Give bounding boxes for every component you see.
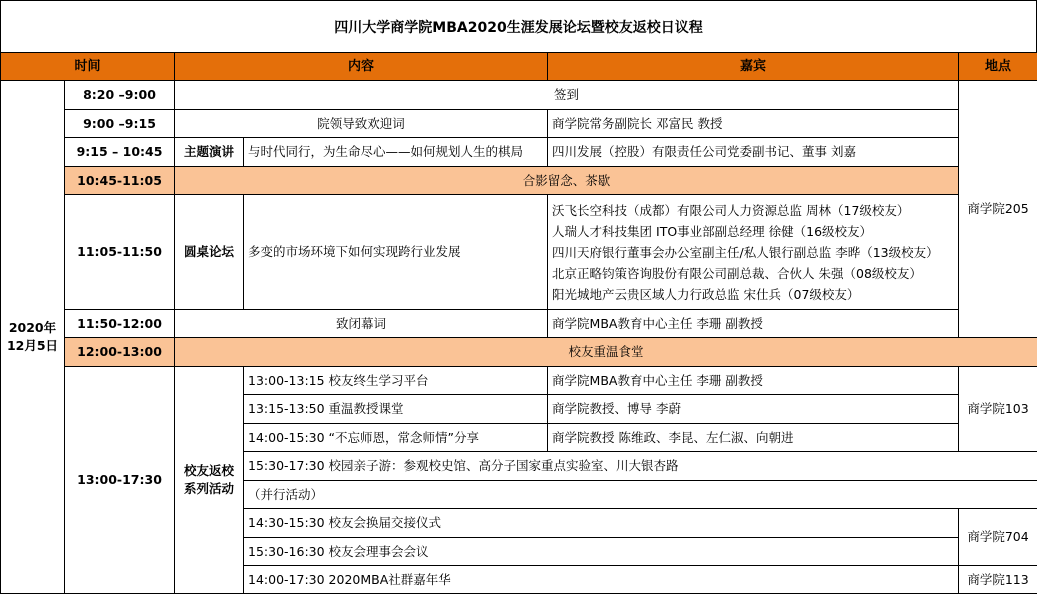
time-cell: 13:00-17:30 [65, 367, 175, 594]
guest-line: 四川天府银行董事会办公室副主任/私人银行副总监 李晔（13级校友） [552, 244, 939, 260]
header-place: 地点 [959, 53, 1037, 81]
table-row [1, 167, 1037, 195]
table-row [1, 138, 1037, 167]
content-cell: 与时代同行，为生命尽心——如何规划人生的棋局 [244, 138, 548, 167]
place-cell-205: 商学院205 [959, 81, 1037, 338]
table-row [1, 367, 1037, 395]
content-cell: 15:30-16:30 校友会理事会会议 [244, 538, 959, 566]
table-row [1, 338, 1037, 367]
header-content: 内容 [175, 53, 548, 81]
guest-cell: 四川发展（控股）有限责任公司党委副书记、董事 刘嘉 [548, 138, 959, 167]
guest-line: 人瑞人才科技集团 ITO事业部副总经理 徐健（16级校友） [552, 223, 873, 239]
content-cell: 多变的市场环境下如何实现跨行业发展 [244, 195, 548, 310]
place-cell-704: 商学院704 [959, 509, 1037, 566]
date-line2: 12月5日 [6, 338, 59, 353]
content-cell: 14:00-15:30 “不忘师恩，常念师情”分享 [244, 424, 548, 452]
page-title: 四川大学商学院MBA2020生涯发展论坛暨校友返校日议程 [0, 0, 1037, 52]
content-cell: 致闭幕词 [175, 310, 548, 338]
table-row [1, 310, 1037, 338]
agenda-table [0, 52, 1037, 594]
date-cell [1, 81, 65, 594]
guest-cell: 商学院教授 陈维政、李昆、左仁淑、向朝进 [548, 424, 959, 452]
guest-list-cell [548, 195, 959, 310]
guest-cell: 商学院MBA教育中心主任 李珊 副教授 [548, 310, 959, 338]
guest-cell: 商学院MBA教育中心主任 李珊 副教授 [548, 367, 959, 395]
time-cell: 8:20 –9:00 [65, 81, 175, 110]
content-cell: 14:30-15:30 校友会换届交接仪式 [244, 509, 959, 538]
session-label-line1: 校友返校 [184, 463, 235, 478]
guest-line: 沃飞长空科技（成都）有限公司人力资源总监 周林（17级校友） [552, 202, 910, 218]
header-row [1, 53, 1037, 81]
time-cell: 12:00-13:00 [65, 338, 175, 367]
time-cell: 10:45-11:05 [65, 167, 175, 195]
time-cell: 11:50-12:00 [65, 310, 175, 338]
content-cell: 院领导致欢迎词 [175, 110, 548, 138]
content-cell: 14:00-17:30 2020MBA社群嘉年华 [244, 566, 959, 594]
content-cell: 签到 [175, 81, 959, 110]
date-line1: 2020年 [8, 320, 57, 335]
session-label-line2: 系列活动 [184, 481, 235, 496]
place-cell-103: 商学院103 [959, 367, 1037, 452]
time-cell: 9:15 – 10:45 [65, 138, 175, 167]
guest-line: 北京正略钧策咨询股份有限公司副总裁、合伙人 朱强（08级校友） [552, 265, 922, 281]
content-cell: 校友重温食堂 [175, 338, 1037, 367]
guest-cell: 商学院常务副院长 邓富民 教授 [548, 110, 959, 138]
content-cell: 13:15-13:50 重温教授课堂 [244, 395, 548, 424]
table-row [1, 195, 1037, 310]
time-cell: 9:00 –9:15 [65, 110, 175, 138]
time-cell: 11:05-11:50 [65, 195, 175, 310]
guest-line: 阳光城地产云贵区域人力行政总监 宋仕兵（07级校友） [552, 286, 860, 302]
table-row [1, 110, 1037, 138]
place-cell-113: 商学院113 [959, 566, 1037, 594]
table-row [1, 81, 1037, 110]
guest-cell: 商学院教授、博导 李蔚 [548, 395, 959, 424]
header-guest: 嘉宾 [548, 53, 959, 81]
header-time: 时间 [1, 53, 175, 81]
session-label: 主题演讲 [175, 138, 244, 167]
session-label: 圆桌论坛 [175, 195, 244, 310]
content-cell: 13:00-13:15 校友终生学习平台 [244, 367, 548, 395]
session-label [175, 367, 244, 594]
content-cell: 合影留念、茶歇 [175, 167, 959, 195]
content-cell: （并行活动） [244, 481, 1037, 509]
content-cell: 15:30-17:30 校园亲子游：参观校史馆、高分子国家重点实验室、川大银杏路 [244, 452, 1037, 481]
